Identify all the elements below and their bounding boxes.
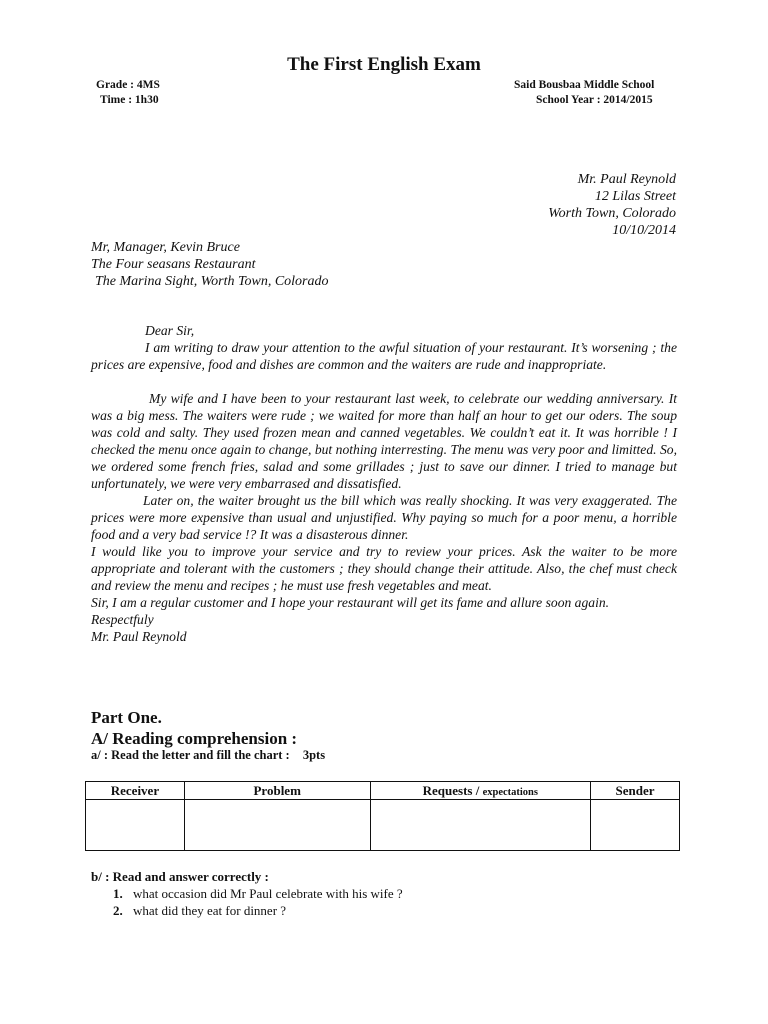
receiver-address	[91, 239, 329, 290]
letter-paragraph: I am writing to draw your attention to the awful situation of your restaurant. It’s worsening ; the prices are expensive, food and dishes are common and the waiters are rude and inappropriate.	[91, 340, 677, 372]
letter-paragraph: Later on, the waiter brought us the bill which was really shocking. It was very exaggerated. The prices were more expensive than usual and unjustified. Why paying so much for a poor menu, a horrible food and a very bad service !? It was a disasterous dinner.	[91, 493, 677, 542]
chart-cell-requests[interactable]	[370, 800, 591, 851]
school-year: School Year : 2014/2015	[536, 94, 653, 106]
exam-title: The First English Exam	[287, 54, 481, 75]
question-text: what did they eat for dinner ?	[133, 903, 287, 918]
letter-paragraph: I would like you to improve your service and try to review your prices. Ask the waiter to be more appropriate and tolerant with the customers ; they should change their attitude. Also, the chef must check and review the menu and recipes ; he must use fresh vegetables and meat.	[91, 544, 677, 593]
chart-header-requests-main: Requests /	[422, 782, 480, 798]
time-label: Time : 1h30	[100, 94, 159, 106]
chart-answer-row	[86, 800, 680, 851]
chart-header-requests	[370, 782, 591, 800]
school-name: Said Bousbaa Middle School	[514, 79, 655, 91]
points-label: 3pts	[302, 748, 326, 762]
letter-closing: Respectfuly	[91, 612, 154, 627]
chart-cell-receiver[interactable]	[86, 800, 185, 851]
section-title: A/ Reading comprehension :	[91, 729, 298, 748]
part-title: Part One.	[91, 708, 162, 727]
receiver-restaurant: The Four seasans Restaurant	[91, 257, 256, 272]
chart-cell-sender[interactable]	[591, 800, 680, 851]
instruction-b: b/ : Read and answer correctly :	[91, 869, 269, 884]
receiver-location: The Marina Sight, Worth Town, Colorado	[95, 274, 329, 289]
letter-body	[91, 322, 677, 645]
chart-header-sender: Sender	[591, 782, 680, 800]
chart-cell-problem[interactable]	[184, 800, 370, 851]
sender-street: 12 Lilas Street	[594, 189, 676, 204]
letter-date: 10/10/2014	[612, 223, 676, 238]
question-item	[91, 885, 403, 902]
comprehension-chart	[85, 781, 680, 851]
grade-label: Grade : 4MS	[96, 79, 160, 91]
chart-header-receiver: Receiver	[86, 782, 185, 800]
sender-address	[548, 171, 676, 239]
exam-meta-left	[96, 78, 160, 108]
part-heading	[91, 707, 297, 749]
receiver-name: Mr, Manager, Kevin Bruce	[91, 240, 240, 255]
letter-salutation: Dear Sir,	[145, 323, 195, 338]
letter-paragraph: My wife and I have been to your restaurant last week, to celebrate our wedding anniversary. It was a big mess. The waiters were rude ; we waited for more than half an hour to get our oders. The soup was cold and salty. They used frozen mean and canned vegetables. We couldn’t eat it. It was horrible ! I checked the menu once again to change, but nothing interresting. The menu was very poor and limitted. So, we ordered some french fries, salad and some grillades ; just to save our dinner. I tried to manage but unfortunately, we were very embarrased and dissatisfied.	[91, 391, 677, 491]
chart-header-requests-sub: expectations	[482, 786, 538, 798]
letter-paragraph: Sir, I am a regular customer and I hope your restaurant will get its fame and allure soon again.	[91, 595, 610, 610]
chart-header-problem: Problem	[184, 782, 370, 800]
question-item	[91, 902, 403, 919]
exam-meta-right	[514, 78, 654, 108]
instruction-a	[91, 748, 325, 763]
question-number: 2.	[113, 903, 123, 918]
question-number: 1.	[113, 886, 123, 901]
sender-name: Mr. Paul Reynold	[577, 172, 676, 187]
sender-city: Worth Town, Colorado	[548, 206, 676, 221]
question-text: what occasion did Mr Paul celebrate with his wife ?	[133, 886, 403, 901]
paragraph-gap	[91, 373, 677, 390]
instruction-a-text: a/ : Read the letter and fill the chart :	[91, 748, 290, 762]
questions-section	[91, 868, 403, 919]
letter-signature: Mr. Paul Reynold	[91, 629, 187, 644]
chart-header-row	[86, 782, 680, 800]
